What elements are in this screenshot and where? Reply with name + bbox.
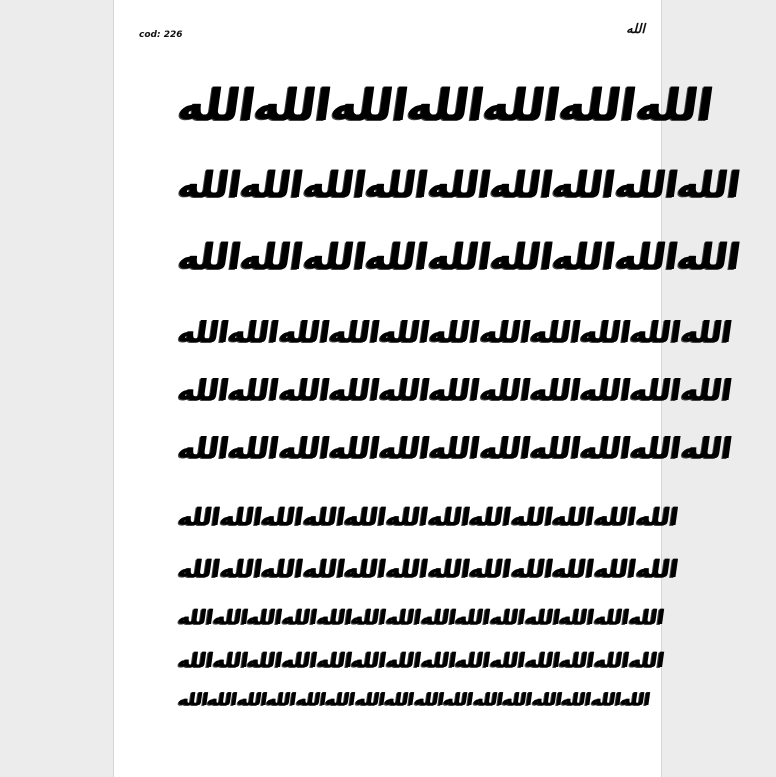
calligraphy-word: الله	[349, 605, 388, 629]
calligraphy-word: الله	[206, 690, 239, 710]
calligraphy-word: الله	[403, 80, 487, 131]
calligraphy-word: الله	[523, 648, 562, 672]
calligraphy-word: الله	[376, 315, 432, 349]
calligraphy-word: الله	[276, 315, 332, 349]
calligraphy-word: الله	[530, 690, 563, 710]
calligraphy-word: الله	[427, 373, 483, 407]
calligraphy-row	[175, 373, 734, 407]
calligraphy-row	[176, 690, 651, 710]
calligraphy-word: الله	[324, 690, 357, 710]
calligraphy-row	[175, 431, 734, 465]
calligraphy-word: الله	[276, 373, 332, 407]
calligraphy-word: الله	[250, 80, 335, 131]
calligraphy-word: الله	[259, 555, 305, 583]
header-word: الله	[626, 22, 645, 37]
calligraphy-row	[175, 315, 734, 349]
calligraphy-word: الله	[678, 373, 734, 407]
calligraphy-word: الله	[175, 165, 244, 206]
calligraphy-row	[175, 237, 743, 278]
calligraphy-word: الله	[326, 431, 382, 465]
calligraphy-word: الله	[427, 431, 483, 465]
calligraphy-row	[176, 648, 666, 672]
calligraphy-word: الله	[577, 315, 633, 349]
calligraphy-word: الله	[175, 315, 231, 349]
calligraphy-word: الله	[424, 237, 493, 278]
calligraphy-word: الله	[628, 431, 684, 465]
calligraphy-word: الله	[559, 690, 593, 710]
calligraphy-word: الله	[294, 690, 327, 710]
calligraphy-word: الله	[300, 555, 347, 583]
calligraphy-word: الله	[349, 648, 388, 672]
calligraphy-row	[174, 80, 716, 131]
calligraphy-word: الله	[500, 690, 534, 710]
calligraphy-word: الله	[280, 648, 319, 672]
calligraphy-word: الله	[549, 165, 618, 206]
calligraphy-word: الله	[175, 373, 231, 407]
calligraphy-word: الله	[631, 80, 716, 131]
calligraphy-word: الله	[342, 555, 388, 583]
calligraphy-word: الله	[479, 80, 563, 131]
calligraphy-word: الله	[362, 165, 431, 206]
calligraphy-word: الله	[467, 555, 513, 583]
calligraphy-word: الله	[549, 237, 618, 278]
calligraphy-word: الله	[326, 315, 382, 349]
calligraphy-word: الله	[527, 373, 583, 407]
calligraphy-word: الله	[419, 648, 458, 672]
calligraphy-word: الله	[674, 165, 743, 206]
calligraphy-word: الله	[176, 605, 215, 629]
calligraphy-word: الله	[424, 165, 493, 206]
calligraphy-word: الله	[384, 648, 423, 672]
calligraphy-word: الله	[326, 373, 382, 407]
calligraphy-word: الله	[628, 373, 684, 407]
calligraphy-word: الله	[508, 503, 555, 531]
calligraphy-word: الله	[210, 605, 250, 629]
calligraphy-word: الله	[384, 605, 423, 629]
calligraphy-word: الله	[633, 555, 680, 583]
calligraphy-word: الله	[225, 373, 281, 407]
calligraphy-word: الله	[441, 690, 475, 710]
calligraphy-word: الله	[235, 690, 268, 710]
calligraphy-word: الله	[611, 165, 681, 206]
calligraphy-word: الله	[245, 648, 284, 672]
calligraphy-word: الله	[412, 690, 445, 710]
calligraphy-word: الله	[527, 315, 583, 349]
calligraphy-word: الله	[342, 503, 388, 531]
calligraphy-word: الله	[427, 315, 483, 349]
calligraphy-word: الله	[362, 237, 431, 278]
calligraphy-word: الله	[217, 503, 264, 531]
calligraphy-word: الله	[453, 605, 492, 629]
calligraphy-row	[175, 165, 743, 206]
calligraphy-word: الله	[591, 503, 638, 531]
calligraphy-word: الله	[577, 431, 633, 465]
calligraphy-word: الله	[477, 373, 533, 407]
calligraphy-word: الله	[217, 555, 264, 583]
calligraphy-word: الله	[627, 605, 666, 629]
calligraphy-word: الله	[627, 648, 666, 672]
calligraphy-word: الله	[175, 431, 231, 465]
calligraphy-word: الله	[592, 605, 631, 629]
calligraphy-word: الله	[315, 605, 354, 629]
calligraphy-word: الله	[678, 431, 734, 465]
calligraphy-word: الله	[384, 503, 430, 531]
calligraphy-word: الله	[477, 315, 533, 349]
calligraphy-word: الله	[299, 165, 369, 206]
calligraphy-word: الله	[237, 237, 306, 278]
calligraphy-word: الله	[176, 648, 215, 672]
code-label: cod: 226	[139, 30, 183, 40]
calligraphy-word: الله	[618, 690, 651, 710]
calligraphy-word: الله	[425, 503, 472, 531]
calligraphy-word: الله	[557, 648, 596, 672]
calligraphy-word: الله	[674, 237, 743, 278]
calligraphy-word: الله	[175, 237, 244, 278]
calligraphy-word: الله	[259, 503, 305, 531]
calligraphy-word: الله	[488, 605, 527, 629]
calligraphy-word: الله	[550, 555, 596, 583]
calligraphy-word: الله	[487, 165, 556, 206]
calligraphy-word: الله	[376, 373, 432, 407]
calligraphy-word: الله	[633, 503, 680, 531]
calligraphy-word: الله	[326, 80, 411, 131]
calligraphy-word: الله	[678, 315, 734, 349]
calligraphy-word: الله	[577, 373, 633, 407]
calligraphy-word: الله	[477, 431, 533, 465]
calligraphy-word: الله	[176, 690, 209, 710]
calligraphy-word: الله	[425, 555, 472, 583]
calligraphy-word: الله	[315, 648, 354, 672]
calligraphy-row	[176, 605, 666, 629]
calligraphy-word: الله	[245, 605, 284, 629]
calligraphy-word: الله	[225, 431, 281, 465]
calligraphy-word: الله	[523, 605, 562, 629]
calligraphy-word: الله	[225, 315, 281, 349]
calligraphy-row	[176, 555, 680, 583]
calligraphy-word: الله	[628, 315, 684, 349]
calligraphy-word: الله	[176, 503, 222, 531]
calligraphy-word: الله	[419, 605, 458, 629]
calligraphy-word: الله	[210, 648, 250, 672]
calligraphy-word: الله	[487, 237, 556, 278]
calligraphy-word: الله	[280, 605, 319, 629]
calligraphy-word: الله	[265, 690, 298, 710]
calligraphy-word: الله	[555, 80, 640, 131]
calligraphy-word: الله	[591, 555, 638, 583]
calligraphy-row	[176, 503, 680, 531]
calligraphy-word: الله	[527, 431, 583, 465]
calligraphy-word: الله	[353, 690, 386, 710]
calligraphy-word: الله	[611, 237, 681, 278]
calligraphy-word: الله	[471, 690, 504, 710]
calligraphy-word: الله	[384, 555, 430, 583]
calligraphy-word: الله	[589, 690, 622, 710]
calligraphy-word: الله	[453, 648, 492, 672]
calligraphy-word: الله	[376, 431, 432, 465]
calligraphy-word: الله	[550, 503, 596, 531]
calligraphy-word: الله	[174, 80, 258, 131]
calligraphy-word: الله	[467, 503, 513, 531]
document-page	[113, 0, 743, 777]
calligraphy-word: الله	[508, 555, 555, 583]
calligraphy-word: الله	[382, 690, 416, 710]
calligraphy-word: الله	[299, 237, 369, 278]
calligraphy-word: الله	[276, 431, 332, 465]
calligraphy-word: الله	[557, 605, 596, 629]
calligraphy-word: الله	[300, 503, 347, 531]
calligraphy-word: الله	[176, 555, 222, 583]
calligraphy-word: الله	[237, 165, 306, 206]
calligraphy-word: الله	[488, 648, 527, 672]
calligraphy-word: الله	[592, 648, 631, 672]
